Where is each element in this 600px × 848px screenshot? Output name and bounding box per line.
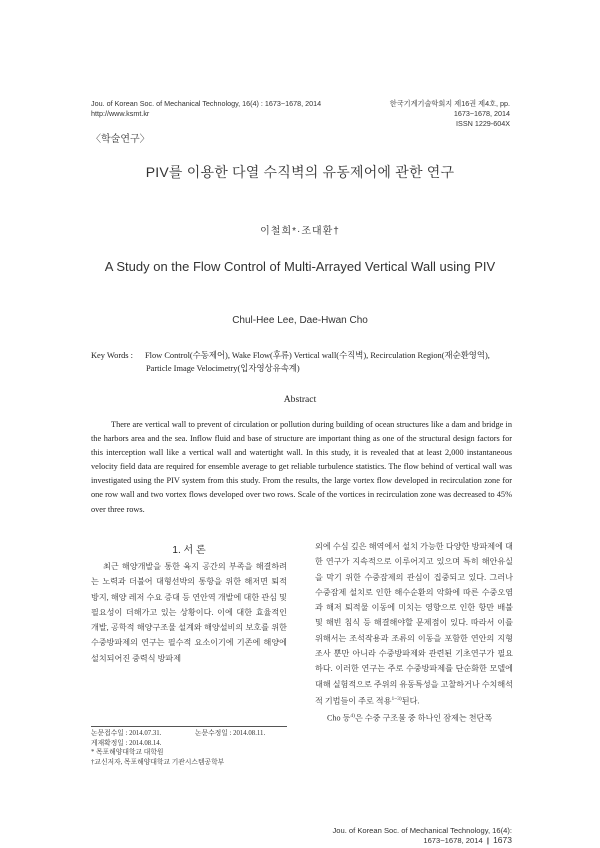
- article-type-tag: 〈학술연구〉: [91, 134, 150, 145]
- abstract-text: There are vertical wall to prevent of circulation or pollution during building of ocean structures like a dam and bridge in the harbors area and the sea. Inflow fluid and base of structure are important thing as one of the structural design factors for this interception wall like a vertical wall and watertight wall. In this study, it is revealed that at least 2,000 instantaneous velocity field data are required for ensemble average to get reliable turbulence statistics. The flow behind of vertical wall was investigated using the PIV system from this study. From the results, the large vortex flow developed in recirculation zone for one row wall and two vortex flows developed over two rows. Scale of the vortices in recirculation zone was decreased to 45% over three rows.: [91, 420, 512, 514]
- journal-url[interactable]: http://www.ksmt.kr: [91, 109, 150, 118]
- abstract-heading: Abstract: [283, 394, 317, 405]
- revised-date: 논문수정일 : 2014.08.11.: [195, 730, 266, 737]
- keywords-line-1: Flow Control(수동제어), Wake Flow(후류) Vertical wall(수직벽), Recirculation Region(재순환영역),: [145, 351, 490, 360]
- body-column-left: [91, 559, 287, 666]
- journal-header-left: [91, 99, 321, 119]
- accepted-date: 게재확정일 : 2014.08.14.: [91, 739, 162, 747]
- title-english: A Study on the Flow Control of Multi-Arrayed Vertical Wall using PIV: [104, 259, 496, 274]
- abstract-body: [91, 418, 512, 517]
- footnote-dates: [91, 729, 291, 739]
- intro-text-end: 된다.: [401, 696, 420, 706]
- affiliation-1: * 목포해양대학교 대학원: [91, 749, 164, 757]
- intro-p2-text: 은 수중 구조물 중 하나인 잠제는 천단폭: [354, 713, 493, 723]
- intro-paragraph-2: [315, 709, 513, 726]
- keywords-line-2: Particle Image Velocimetry(입자영상유속계): [146, 364, 300, 373]
- page-number: 1673: [493, 835, 512, 845]
- section-heading-introduction: 1. 서 론: [172, 545, 206, 556]
- body-column-right: [315, 539, 513, 726]
- journal-issn: ISSN 1229-604X: [456, 119, 510, 128]
- affiliation-2: †교신저자, 목포해양대학교 기관시스템공학부: [91, 758, 225, 766]
- reference-marker[interactable]: 1~3): [391, 695, 402, 702]
- keywords-block: [91, 349, 516, 375]
- received-date: 논문접수일 : 2014.07.31.: [91, 730, 162, 737]
- keywords-label: Key Words :: [91, 351, 133, 360]
- intro-paragraph-1: 최근 해양개발을 통한 육지 공간의 부족을 해결하려는 노력과 더불어 대형선박의 통항을 위한 해저면 퇴적 방지, 해양 레저 수요 증대 등 연안역 개발에 대한 관심 및 필요성이 더해가고 있는 상황이다. 이에 대한 효율적인 개발, 공학적 해양구조물 설계와 해양설비의 보호를 위한 수중방파제의 연구는 필수적 요소이기에 기존에 해양에 설치되어진 중력식 방파제: [91, 562, 287, 663]
- title-korean: PIV를 이용한 다열 수직벽의 유동제어에 관한 연구: [145, 164, 455, 180]
- footer-citation: Jou. of Korean Soc. of Mechanical Technology, 16(4): 1673~1678, 2014: [332, 826, 512, 845]
- authors-english: Chul-Hee Lee, Dae-Hwan Cho: [232, 315, 368, 326]
- footnotes: [91, 729, 291, 767]
- intro-p2-start: Cho 등: [327, 713, 351, 723]
- intro-paragraph-1-continued: [315, 539, 513, 709]
- footer-separator: |: [486, 836, 489, 845]
- journal-citation-ko: 한국기계기술학회지 제16권 제4호, pp. 1673~1678, 2014: [389, 99, 510, 118]
- reference-marker[interactable]: 4): [350, 712, 355, 719]
- journal-citation-en: Jou. of Korean Soc. of Mechanical Technology, 16(4) : 1673~1678, 2014: [91, 99, 322, 108]
- authors-korean: 이철희*·조대환†: [260, 226, 340, 237]
- intro-text-continued: 외에 수심 깊은 해역에서 설치 가능한 다양한 방파제에 대한 연구가 지속적으로 이루어지고 있으며 특히 해안유실을 막기 위한 수중잠제의 관심이 집중되고 있다. 그러나 수중잠제 설치로 인한 해수순환의 악화에 따른 수중오염과 해저 퇴적물 이동에 미치는 영향으로 인한 항만 배불 및 해빈 침식 등 해결해야할 문제점이 있다. 따라서 이를 위해서는 조석작용과 조류의 이동을 포함한 연안의 지형조사 뿐만 아니라 수중방파제와 관련된 기초연구가 필요하다. 이러한 연구는 주로 수중방파제를 단순화한 모델에 대해 실험적으로 주위의 유동특성을 고찰하거나 수치해석적 기법들이 주로 적용: [315, 542, 513, 706]
- journal-header-right: [352, 99, 510, 129]
- page-footer: [300, 826, 512, 845]
- footnote-divider: [91, 726, 287, 727]
